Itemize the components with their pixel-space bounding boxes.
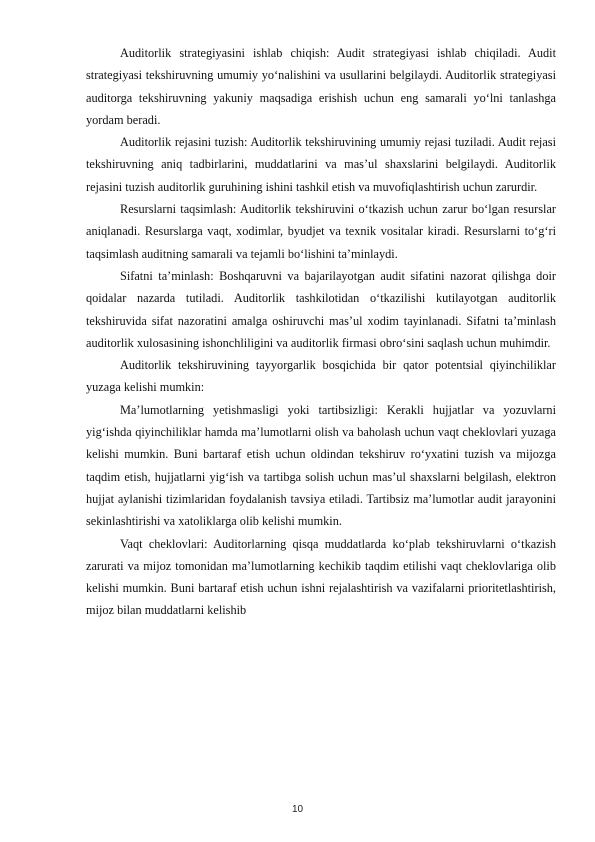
paragraph-audit-strategy: Auditorlik strategiyasini ishlab chiqish: Audit strategiyasi ishlab chiqiladi. Audit strategiyasi tekshiruvning umumiy yo‘nalishini va usullarini belgilaydi. Auditorlik strategiyasi auditorga tekshiruvning yakuniy maqsadiga erishish uchun eng samarali yo‘lni tanlashga yordam beradi. xyxy=(86,46,556,127)
page-number: 10 xyxy=(291,804,304,815)
paragraph-data-shortage: Ma’lumotlarning yetishmasligi yoki tartibsizligi: Kerakli hujjatlar va yozuvlarni yig‘ishda qiyinchiliklar hamda ma’lumotlarni olish va baholash uchun vaqt cheklovlari yuzaga kelishi mumkin. Buni bartaraf etish uchun oldindan tekshiruv ro‘yxatini tuzish va mijozga taqdim etish, hujjatlarni yig‘ish va tartibga solish uchun mas’ul shaxslarni belgilash, elektron hujjat aylanishi tizimlaridan foydalanish tavsiya etiladi. Tartibsiz ma’lumotlar audit jarayonini sekinlashtirishi va xatoliklarga olib kelishi mumkin. xyxy=(86,402,556,529)
paragraph-resource-allocation: Resurslarni taqsimlash: Auditorlik tekshiruvini o‘tkazish uchun zarur bo‘lgan resurslar aniqlanadi. Resurslarga vaqt, xodimlar, byudjet va texnik vositalar kiradi. Resurslarni to‘g‘ri taqsimlash auditning samarali va tejamli bo‘lishini ta’minlaydi. xyxy=(86,202,556,261)
document-page xyxy=(86,42,556,622)
paragraph-quality-assurance: Sifatni ta’minlash: Boshqaruvni va bajarilayotgan audit sifatini nazorat qilishga doir qoidalar nazarda tutiladi. Auditorlik tashkilotidan o‘tkazilishi kutilayotgan auditorlik tekshiruvida sifat nazoratini amalga oshiruvchi mas’ul xodim tayinlanadi. Sifatni ta’minlash auditorlik xulosasining ishonchliligini va auditorlik firmasi obro‘sini saqlash uchun muhimdir. xyxy=(86,268,556,350)
paragraph-potential-difficulties: Auditorlik tekshiruvining tayyorgarlik bosqichida bir qator potentsial qiyinchiliklar yuzaga kelishi mumkin: xyxy=(86,358,556,395)
paragraph-time-constraints: Vaqt cheklovlari: Auditorlarning qisqa muddatlarda ko‘plab tekshiruvlarni o‘tkazish zarurati va mijoz tomonidan ma’lumotlarning kechikib taqdim etilishi vaqt cheklovlariga olib kelishi mumkin. Buni bartaraf etish uchun ishni rejalashtirish va vazifalarni prioritetlashtirish, mijoz bilan muddatlarni kelishib xyxy=(86,536,556,618)
paragraph-audit-plan: Auditorlik rejasini tuzish: Auditorlik tekshiruvining umumiy rejasi tuziladi. Audit rejasi tekshiruvning aniq tadbirlarini, muddatlarini va mas’ul shaxslarini belgilaydi. Auditorlik rejasini tuzish auditorlik guruhining ishini tashkil etish va muvofiqlashtirish uchun zarurdir. xyxy=(86,135,556,194)
